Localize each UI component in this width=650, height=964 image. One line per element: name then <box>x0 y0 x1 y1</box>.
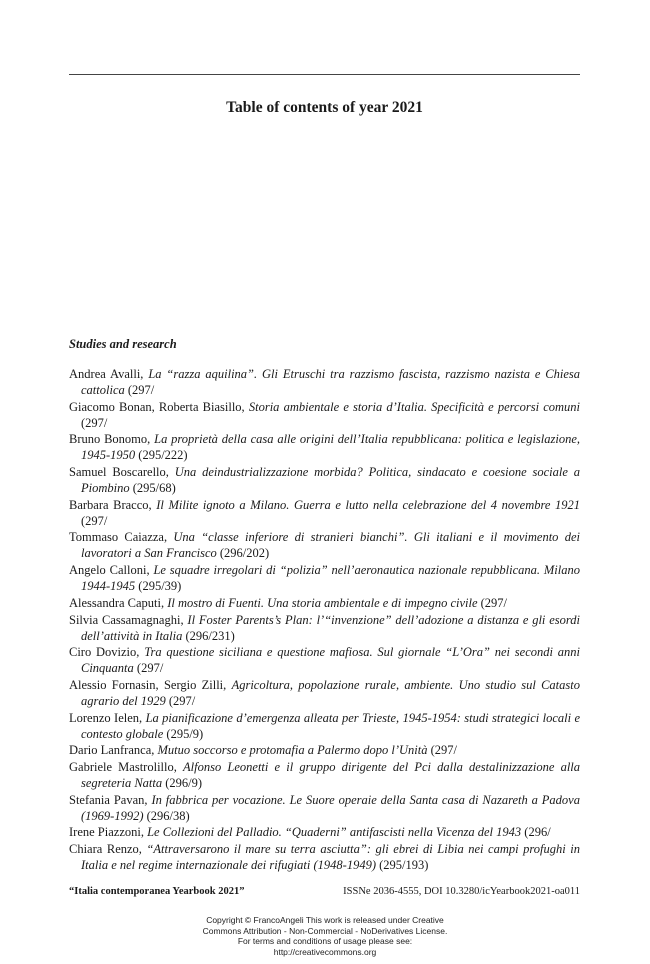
entry-title: Il Foster Parents’s Plan: l’“invenzione” dell’adozione a distanza e gli esordi dell’attività in Italia <box>81 612 581 643</box>
toc-entry <box>69 824 580 840</box>
journal-name: “Italia contemporanea Yearbook 2021” <box>69 886 245 897</box>
entry-title: Il mostro di Fuenti. Una storia ambientale e di impegno civile <box>167 595 478 610</box>
entry-issue-ref: (296/202) <box>219 546 270 561</box>
entry-issue-ref: (295/222) <box>138 448 188 463</box>
toc-entry <box>69 841 580 873</box>
entry-authors: Barbara Bracco, <box>69 497 152 512</box>
page-footer <box>69 886 580 897</box>
top-rule <box>69 74 580 75</box>
entry-title: Le squadre irregolari di “polizia” nell’aeronautica nazionale repubblicana. Milano 1944-1945 <box>81 563 581 594</box>
license-line: Copyright © FrancoAngeli This work is released under Creative <box>206 915 444 925</box>
entry-authors: Chiara Renzo, <box>69 842 142 856</box>
entry-authors: Lorenzo Ielen, <box>69 710 143 725</box>
entry-issue-ref: (295/193) <box>379 858 429 872</box>
entry-issue-ref: (296/ <box>524 825 551 840</box>
page-title: Table of contents of year 2021 <box>226 99 423 116</box>
toc-entry <box>69 529 580 561</box>
entry-issue-ref: (295/9) <box>166 726 204 741</box>
entry-authors: Dario Lanfranca, <box>69 743 155 758</box>
toc-entry <box>69 464 580 496</box>
license-line: For terms and conditions of usage please see: <box>237 936 413 946</box>
entry-issue-ref: (297/ <box>81 513 108 528</box>
entry-title: Storia ambientale e storia d’Italia. Specificità e percorsi comuni <box>248 399 581 414</box>
entry-authors: Alessandra Caputi, <box>69 595 165 610</box>
entry-title: Le Collezioni del Palladio. “Quaderni” antifascisti nella Vicenza del 1943 <box>147 825 522 840</box>
entry-issue-ref: (297/ <box>430 743 458 758</box>
entry-issue-ref: (297/ <box>136 661 164 676</box>
entry-title: Tra questione siciliana e questione mafiosa. Sul giornale “L’Ora” nei secondi anni Cinquanta <box>81 645 580 676</box>
entry-title: La pianificazione d’emergenza alleata per Trieste, 1945-1954: studi strategici locali e contesto globale <box>81 710 581 741</box>
toc-entry <box>69 612 580 644</box>
toc-entry <box>69 366 580 398</box>
toc-entry <box>69 431 580 463</box>
entry-issue-ref: (297/ <box>168 693 196 708</box>
toc-entry <box>69 644 580 676</box>
entry-issue-ref: (297/ <box>127 383 155 397</box>
toc-entry <box>69 595 580 611</box>
entry-authors: Angelo Calloni, <box>69 563 150 578</box>
entry-title: Mutuo soccorso e protomafia a Palermo dopo l’Unità <box>157 743 428 758</box>
entry-title: Alfonso Leonetti e il gruppo dirigente del Pci dalla destalinizzazione alla segreteria Natta <box>81 759 581 790</box>
toc-entry <box>69 399 580 431</box>
entry-issue-ref: (297/ <box>480 595 508 610</box>
entry-issue-ref: (295/39) <box>138 579 182 594</box>
toc-entry <box>69 792 580 824</box>
entry-authors: Giacomo Bonan, Roberta Biasillo, <box>69 399 245 414</box>
license-line: Commons Attribution - Non-Commercial - NoDerivatives License. <box>202 925 448 936</box>
entry-issue-ref: (296/38) <box>146 808 190 823</box>
entry-issue-ref: (296/231) <box>185 628 235 643</box>
entry-title: “Attraversarono il mare su terra asciutta”: gli ebrei di Libia nei campi profughi in Italia e nel regime internazionale dei rifugiati (1948-1949) <box>81 842 580 872</box>
section-heading: Studies and research <box>69 337 177 351</box>
toc-entry <box>69 710 580 742</box>
toc-entry <box>69 677 580 709</box>
entry-authors: Tommaso Caiazza, <box>69 530 168 545</box>
toc-entry <box>69 742 580 758</box>
entry-title: In fabbrica per vocazione. Le Suore operaie della Santa casa di Nazareth a Padova (1969-1992) <box>81 792 580 823</box>
entry-title: Il Milite ignoto a Milano. Guerra e lutto nella celebrazione del 4 novembre 1921 <box>156 497 581 512</box>
issn-doi: ISSNe 2036-4555, DOI 10.3280/icYearbook2021-oa011 <box>343 886 580 897</box>
entry-authors: Irene Piazzoni, <box>69 825 144 840</box>
toc-entries <box>69 366 580 874</box>
toc-entry <box>69 562 580 594</box>
entry-issue-ref: (295/68) <box>132 481 176 496</box>
entry-authors: Silvia Cassamagnaghi, <box>69 612 184 627</box>
entry-title: La proprietà della casa alle origini dell’Italia repubblicana: politica e legislazione, 1945-1950 <box>81 432 581 463</box>
entry-authors: Samuel Boscarello, <box>69 465 169 480</box>
entry-authors: Bruno Bonomo, <box>69 432 151 447</box>
entry-title: Agricoltura, popolazione rurale, ambiente. Uno studio sul Catasto agrario del 1929 <box>81 677 580 708</box>
entry-issue-ref: (297/ <box>81 415 108 430</box>
entry-authors: Alessio Fornasin, Sergio Zilli, <box>69 677 227 692</box>
entry-title: Una deindustrializzazione morbida? Politica, sindacato e coesione sociale a Piombino <box>81 465 580 496</box>
entry-authors: Gabriele Mastrolillo, <box>69 759 177 774</box>
entry-title: La “razza aquilina”. Gli Etruschi tra razzismo fascista, razzismo nazista e Chiesa cattolica <box>81 367 580 397</box>
entry-authors: Ciro Dovizio, <box>69 645 140 660</box>
toc-entry <box>69 759 580 791</box>
entry-authors: Stefania Pavan, <box>69 792 148 807</box>
entry-issue-ref: (296/9) <box>165 775 203 790</box>
license-notice <box>0 915 650 957</box>
entry-authors: Andrea Avalli, <box>69 367 144 381</box>
entry-title: Una “classe inferiore di stranieri bianchi”. Gli italiani e il movimento dei lavoratori a San Francisco <box>81 530 580 561</box>
toc-entry <box>69 497 580 529</box>
license-link[interactable]: http://creativecommons.org <box>273 946 377 957</box>
